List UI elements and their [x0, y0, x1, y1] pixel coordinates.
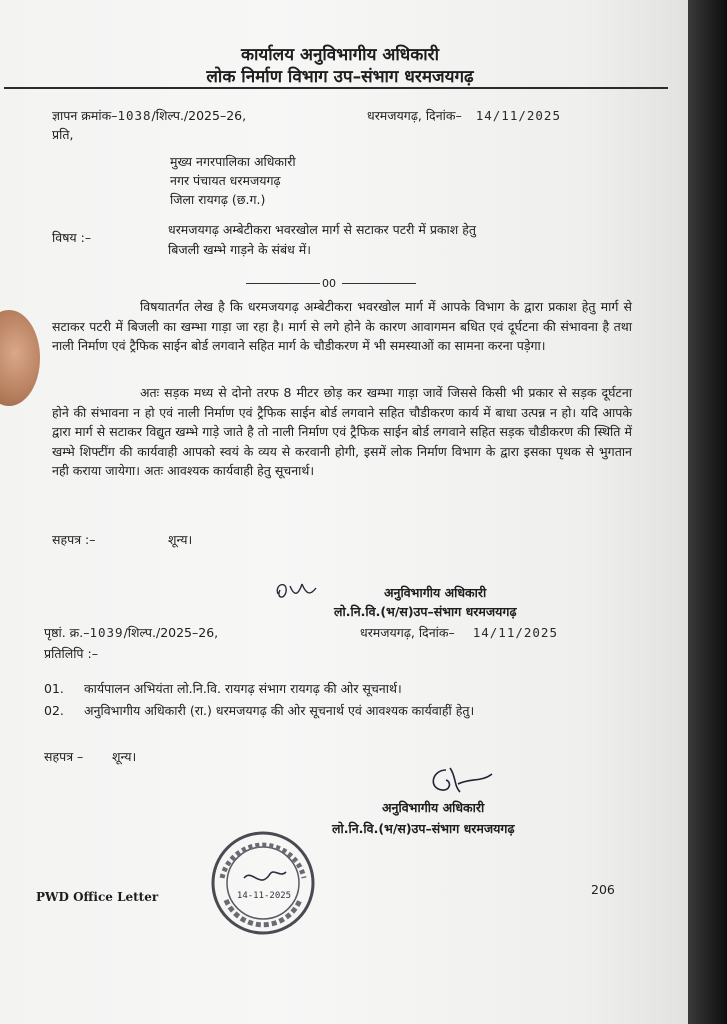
signatory-title-1: अनुविभागीय अधिकारी: [384, 585, 487, 600]
reference-line: [52, 108, 246, 124]
endorsement-place-date: [360, 625, 558, 641]
enclosure-label: सहपत्र :–: [52, 532, 96, 547]
separator-right: [342, 283, 416, 284]
recipient-line-3: जिला रायगढ़ (छ.ग.): [170, 192, 266, 207]
letter-date: 14/11/2025: [475, 108, 561, 123]
to-label: प्रति,: [52, 127, 74, 142]
stamp-date: 14-11-2025: [236, 891, 292, 901]
office-subheading: लोक निर्माण विभाग उप–संभाग धरमजयगढ़: [206, 67, 474, 87]
signatory-office-1: लो.नि.वि.(भ/स)उप–संभाग धरमजयगढ़: [334, 604, 517, 619]
copy-label: प्रतिलिपि :–: [44, 646, 98, 661]
place-date-label: धरमजयगढ़, दिनांक–: [367, 108, 462, 123]
recipient-line-1: मुख्य नगरपालिका अधिकारी: [170, 154, 296, 169]
copy-item-1-text: कार्यपालन अभियंता लो.नि.वि. रायगढ़ संभाग रायगढ़ की ओर सूचनार्थ।: [84, 681, 402, 696]
signatory-title-2: अनुविभागीय अधिकारी: [382, 800, 485, 815]
header-rule: [4, 87, 668, 89]
body-paragraph-1: विषयातर्गत लेख है कि धरमजयगढ़ अम्बेटीकरा भवरखोल मार्ग में आपके विभाग के द्वारा प्रकाश हेतु मार्ग से सटाकर पटरी में बिजली का खम्भा गाड़ा जा रहा है। मार्ग से लगे होने के कारण आवागमन बधित एवं दूर्घटना की संभावना है तथा नाली निर्माण एवं ट्रैफिक साईन बोर्ड लगवाने सहित मार्ग के चौडीकरण में भी समस्याओं का सामना करना पड़ेगा।: [52, 299, 632, 353]
separator-mark: 00: [322, 277, 336, 290]
endorsement-enclosure-value: शून्य।: [112, 749, 137, 764]
copy-item-1-number: 01.: [44, 681, 64, 696]
ref-suffix: /शिल्प./2025–26,: [151, 108, 247, 123]
copy-item-2-number: 02.: [44, 703, 64, 718]
thumb-in-photo: [0, 310, 40, 406]
footer-label: PWD Office Letter: [36, 890, 159, 904]
endorsement-ref-number: 1039: [89, 625, 124, 640]
endorsement-ref-prefix: पृष्ठां. क्र.–: [44, 625, 90, 640]
signatory-office-2: लो.नि.वि.(भ/स)उप–संभाग धरमजयगढ़: [332, 821, 515, 836]
ref-number: 1038: [117, 108, 152, 123]
ref-prefix: ज्ञापन क्रमांक–: [52, 108, 118, 123]
endorsement-place-date-label: धरमजयगढ़, दिनांक–: [360, 625, 455, 640]
officer-signature: [424, 764, 496, 804]
office-heading: कार्यालय अनुविभागीय अधिकारी: [240, 45, 440, 65]
subject-line-2: बिजली खम्भे गाड़ने के संबंध में।: [168, 242, 311, 257]
initials-signature: [272, 576, 322, 604]
endorsement-enclosure-label: सहपत्र –: [44, 749, 84, 764]
endorsement-reference: [44, 625, 218, 641]
subject-label: विषय :–: [52, 230, 92, 245]
background-edge: [688, 0, 727, 1024]
page-number: 206: [591, 882, 615, 897]
recipient-line-2: नगर पंचायत धरमजयगढ़: [170, 173, 281, 188]
endorsement-date: 14/11/2025: [472, 625, 558, 640]
office-seal-stamp: [208, 828, 318, 938]
copy-item-2-text: अनुविभागीय अधिकारी (रा.) धरमजयगढ़ की ओर सूचनार्थ एवं आवश्यक कार्यवाहीं हेतु।: [84, 703, 475, 718]
subject-line-1: धरमजयगढ़ अम्बेटीकरा भवरखोल मार्ग से सटाकर पटरी में प्रकाश हेतु: [168, 222, 476, 237]
separator-left: [246, 283, 320, 284]
enclosure-value: शून्य।: [168, 532, 193, 547]
place-date: [367, 108, 561, 124]
endorsement-ref-suffix: /शिल्प./2025–26,: [123, 625, 219, 640]
body-paragraph-2: अतः सड़क मध्य से दोनो तरफ 8 मीटर छोड़ कर खम्भा गाड़ा जावें जिससे किसी भी प्रकार से सड़क दूर्घटना होने की संभावना न हो एवं नाली निर्माण एवं ट्रैफिक साईन बोर्ड लगवाने सहित चौडीकरण कार्य में बाधा उत्पन्न न हो। यदि आपके द्वारा मार्ग से सटाकर विद्युत खम्भे गाड़े जाते है तो नाली निर्माण एवं ट्रैफिक साईन बोर्ड लगवाने सहित सड़क चौडीकरण की स्थिति में खम्भे शिफ्टींग की कार्यवाही आपको स्वयं के व्यय से करवानी होगी, इसमें लोक निर्माण विभाग के द्वारा इसका पृथक से भुगतान नही कराया जायेगा। अतः आवश्यक कार्यवाही हेतु सूचनार्थ।: [52, 385, 632, 478]
